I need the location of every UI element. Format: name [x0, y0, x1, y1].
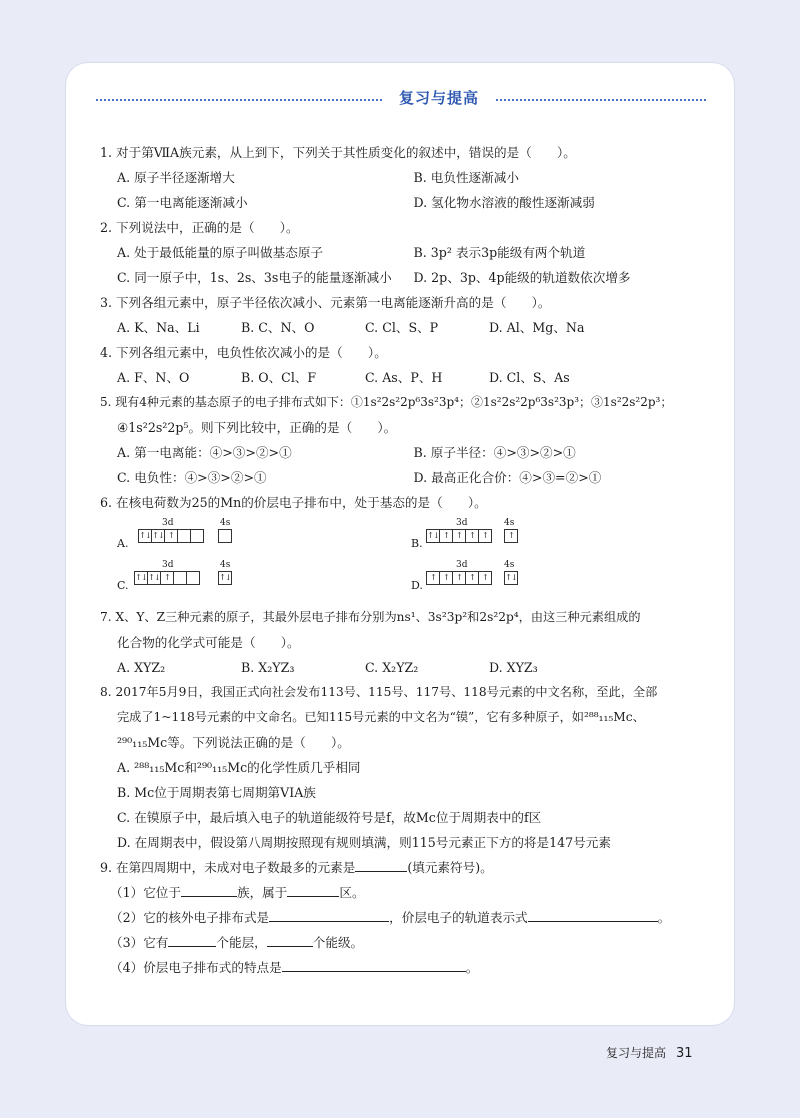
question-5-stem-line1: 5. 现有4种元素的基态原子的电子排布式如下：①1s²2s²2p⁶3s²3p⁴；②1s²2s²2p⁶3s²3p³；③1s²2s²2p³；: [100, 395, 673, 409]
question-8-stem-line2: 完成了1~118号元素的中文命名。已知115号元素的中文名为“镆”，它有多种原子，如²⁸⁸₁₁₅Mc、: [117, 710, 645, 724]
question-8-option-c: C. 在镆原子中，最后填入电子的轨道能级符号是f，故Mc位于周期表中的f区: [117, 810, 542, 825]
question-9-sub-1: [100, 880, 710, 905]
orbital-cell: ↑: [161, 572, 174, 584]
question-7-options: [100, 655, 710, 680]
section-title: 复习与提高: [398, 89, 479, 107]
orbital-cell: ↑: [453, 572, 466, 584]
question-6-option-d: D.: [411, 579, 423, 592]
question-8-stem-line1: 8. 2017年5月9日，我国正式向社会发布113号、115号、117号、118号元素的中文名称，至此，全部: [100, 685, 658, 699]
orbital-cell: ↑: [466, 530, 479, 542]
option-d-4s-orbital-box: [504, 571, 518, 585]
question-1-option-c: C. 第一电离能逐渐减小: [117, 195, 248, 210]
sub-4-text-a: （4）价层电子排布式的特点是: [110, 960, 282, 975]
question-5-stem-line2: ④1s²2s²2p⁵。则下列比较中，正确的是（ ）。: [117, 420, 397, 435]
orbital-cell: ↑: [453, 530, 466, 542]
question-9-sub-4: [100, 955, 710, 980]
orbital-cell: ↑: [482, 531, 488, 540]
question-8-stem-line3: ²⁹⁰₁₁₅Mc等。下列说法正确的是（ ）。: [117, 735, 350, 750]
question-1-option-d: D. 氢化物水溶液的酸性逐渐减弱: [413, 195, 595, 210]
question-4-option-b: B. O、Cl、F: [241, 370, 317, 385]
orbital-cell: ↑: [440, 572, 453, 584]
orbital-cell: ↑↓: [148, 573, 160, 582]
question-5-option-a: A. 第一电离能：④>③>②>①: [117, 445, 292, 460]
question-1-stem: 1. 对于第ⅦA族元素，从上到下，下列关于其性质变化的叙述中，错误的是（ ）。: [100, 145, 576, 160]
orbital-cell: ↑: [482, 573, 488, 582]
question-5-option-d: D. 最高正化合价：④>③=②>①: [413, 470, 602, 485]
option-c-3d-label: 3d: [162, 560, 174, 570]
question-7-option-c: C. X₂YZ₂: [365, 660, 419, 675]
page-number: 31: [676, 1046, 693, 1061]
orbital-cell: ↑↓: [152, 531, 164, 540]
question-1-option-b: B. 电负性逐渐减小: [413, 170, 519, 185]
page-footer: [606, 1044, 693, 1061]
option-b-4s-label: 4s: [504, 518, 515, 528]
orbital-cell: ↑↓: [505, 573, 517, 582]
sub-3-text-c: 个能级。: [312, 935, 364, 950]
question-9-sub-3: [100, 930, 710, 955]
question-4-stem: 4. 下列各组元素中，电负性依次减小的是（ ）。: [100, 345, 387, 360]
orbital-cell: [178, 530, 191, 542]
question-7-option-d: D. XYZ₃: [489, 660, 538, 675]
question-9-stem-text: 9. 在第四周期中，未成对电子数最多的元素是: [100, 860, 356, 875]
question-2-option-c: C. 同一原子中，1s、2s、3s电子的能量逐渐减小: [117, 270, 392, 285]
answer-blank[interactable]: [267, 932, 313, 947]
sub-2-text-a: （2）它的核外电子排布式是: [110, 910, 270, 925]
option-c-4s-orbital-box: [218, 571, 232, 585]
orbital-cell: ↑↓: [135, 573, 147, 582]
option-b-3d-orbital-box: [426, 529, 492, 543]
option-c-4s-label: 4s: [220, 560, 231, 570]
question-3-stem: 3. 下列各组元素中，原子半径依次减小、元素第一电离能逐渐升高的是（ ）。: [100, 295, 551, 310]
sub-1-text-a: （1）它位于: [110, 885, 181, 900]
question-3-option-c: C. Cl、S、P: [365, 320, 439, 335]
orbital-cell: [174, 572, 187, 584]
question-1-option-a: A. 原子半径逐渐增大: [117, 170, 235, 185]
question-9-sub-2: [100, 905, 710, 930]
question-6-option-a: A.: [117, 537, 129, 550]
orbital-cell: ↑: [427, 572, 440, 584]
question-4-option-a: A. F、N、O: [117, 370, 190, 385]
orbital-cell: ↑: [440, 530, 453, 542]
option-d-3d-orbital-box: [426, 571, 492, 585]
question-6-option-b: B.: [411, 537, 423, 550]
question-2-options-row1: [100, 240, 710, 265]
question-3-option-a: A. K、Na、Li: [117, 320, 200, 335]
question-2-stem: 2. 下列说法中，正确的是（ ）。: [100, 220, 299, 235]
question-4-option-d: D. Cl、S、As: [489, 370, 570, 385]
question-1-options-row2: [100, 190, 710, 215]
answer-blank[interactable]: [355, 857, 407, 872]
question-5-option-b: B. 原子半径：④>③>②>①: [413, 445, 576, 460]
question-2-option-d: D. 2p、3p、4p能级的轨道数依次增多: [413, 270, 631, 285]
question-3-options: [100, 315, 710, 340]
orbital-cell: ↑: [466, 572, 479, 584]
question-7-stem-line1: 7. X、Y、Z三种元素的原子，其最外层电子排布分别为ns¹、3s²3p²和2s²2p⁴，由这三种元素组成的: [100, 610, 641, 624]
question-2-option-a: A. 处于最低能量的原子叫做基态原子: [117, 245, 324, 260]
orbital-cell: ↑: [165, 530, 178, 542]
option-d-4s-label: 4s: [504, 560, 515, 570]
question-1-options-row1: [100, 165, 710, 190]
answer-blank[interactable]: [528, 907, 658, 922]
option-a-4s-label: 4s: [220, 518, 231, 528]
question-6-diagrams-row2: [100, 560, 710, 605]
question-5-options-row1: [100, 440, 710, 465]
footer-section-title: 复习与提高: [606, 1046, 667, 1060]
option-d-3d-label: 3d: [456, 560, 468, 570]
sub-4-text-b: 。: [465, 960, 479, 975]
question-6-diagrams-row1: [100, 515, 710, 565]
option-a-4s-orbital-box: [218, 529, 232, 543]
question-8-option-b: B. Mc位于周期表第七周期第VIA族: [117, 785, 316, 800]
sub-2-text-b: ，价层电子的轨道表示式: [389, 910, 528, 925]
question-3-option-b: B. C、N、O: [241, 320, 315, 335]
orbital-cell: [187, 572, 199, 584]
answer-blank[interactable]: [181, 882, 237, 897]
sub-3-text-b: 个能层，: [216, 935, 267, 950]
question-5-options-row2: [100, 465, 710, 490]
question-2-option-b: B. 3p² 表示3p能级有两个轨道: [413, 245, 586, 260]
question-2-options-row2: [100, 265, 710, 290]
orbital-cell: ↑: [508, 531, 514, 540]
question-4-options: [100, 365, 710, 390]
orbital-cell: ↑↓: [427, 531, 439, 540]
question-4-option-c: C. As、P、H: [365, 370, 443, 385]
exercise-list: [100, 140, 710, 980]
sub-1-text-b: 族，属于: [236, 885, 288, 900]
answer-blank[interactable]: [168, 932, 216, 947]
question-7-stem-line2: 化合物的化学式可能是（ ）。: [117, 635, 300, 650]
question-3-option-d: D. Al、Mg、Na: [489, 320, 585, 335]
sub-2-text-c: 。: [657, 910, 671, 925]
question-9-stem-hint: (填元素符号)。: [407, 860, 493, 875]
answer-blank[interactable]: [287, 882, 339, 897]
question-9-stem: [100, 855, 710, 880]
orbital-cell: ↑↓: [219, 573, 231, 582]
header-rule-left: [96, 99, 382, 101]
question-5-option-c: C. 电负性：④>③>②>①: [117, 470, 267, 485]
question-7-option-b: B. X₂YZ₃: [241, 660, 295, 675]
answer-blank[interactable]: [282, 957, 466, 972]
option-a-3d-label: 3d: [162, 518, 174, 528]
orbital-cell: [219, 530, 231, 542]
answer-blank[interactable]: [269, 907, 389, 922]
header-rule-right: [496, 99, 706, 101]
orbital-cell: [191, 530, 203, 542]
question-6-option-c: C.: [117, 579, 129, 592]
question-7-option-a: A. XYZ₂: [117, 660, 166, 675]
option-b-3d-label: 3d: [456, 518, 468, 528]
section-header: [66, 87, 734, 113]
question-6-stem: 6. 在核电荷数为25的Mn的价层电子排布中，处于基态的是（ ）。: [100, 495, 487, 510]
question-8-option-a: A. ²⁸⁸₁₁₅Mc和²⁹⁰₁₁₅Mc的化学性质几乎相同: [117, 760, 361, 775]
option-c-3d-orbital-box: [134, 571, 200, 585]
sub-3-text-a: （3）它有: [110, 935, 169, 950]
sub-1-text-c: 区。: [339, 885, 365, 900]
question-8-option-d: D. 在周期表中，假设第八周期按照现有规则填满，则115号元素正下方的将是147号元素: [117, 835, 611, 850]
option-b-4s-orbital-box: [504, 529, 518, 543]
orbital-cell: ↑↓: [139, 531, 151, 540]
option-a-3d-orbital-box: [138, 529, 204, 543]
